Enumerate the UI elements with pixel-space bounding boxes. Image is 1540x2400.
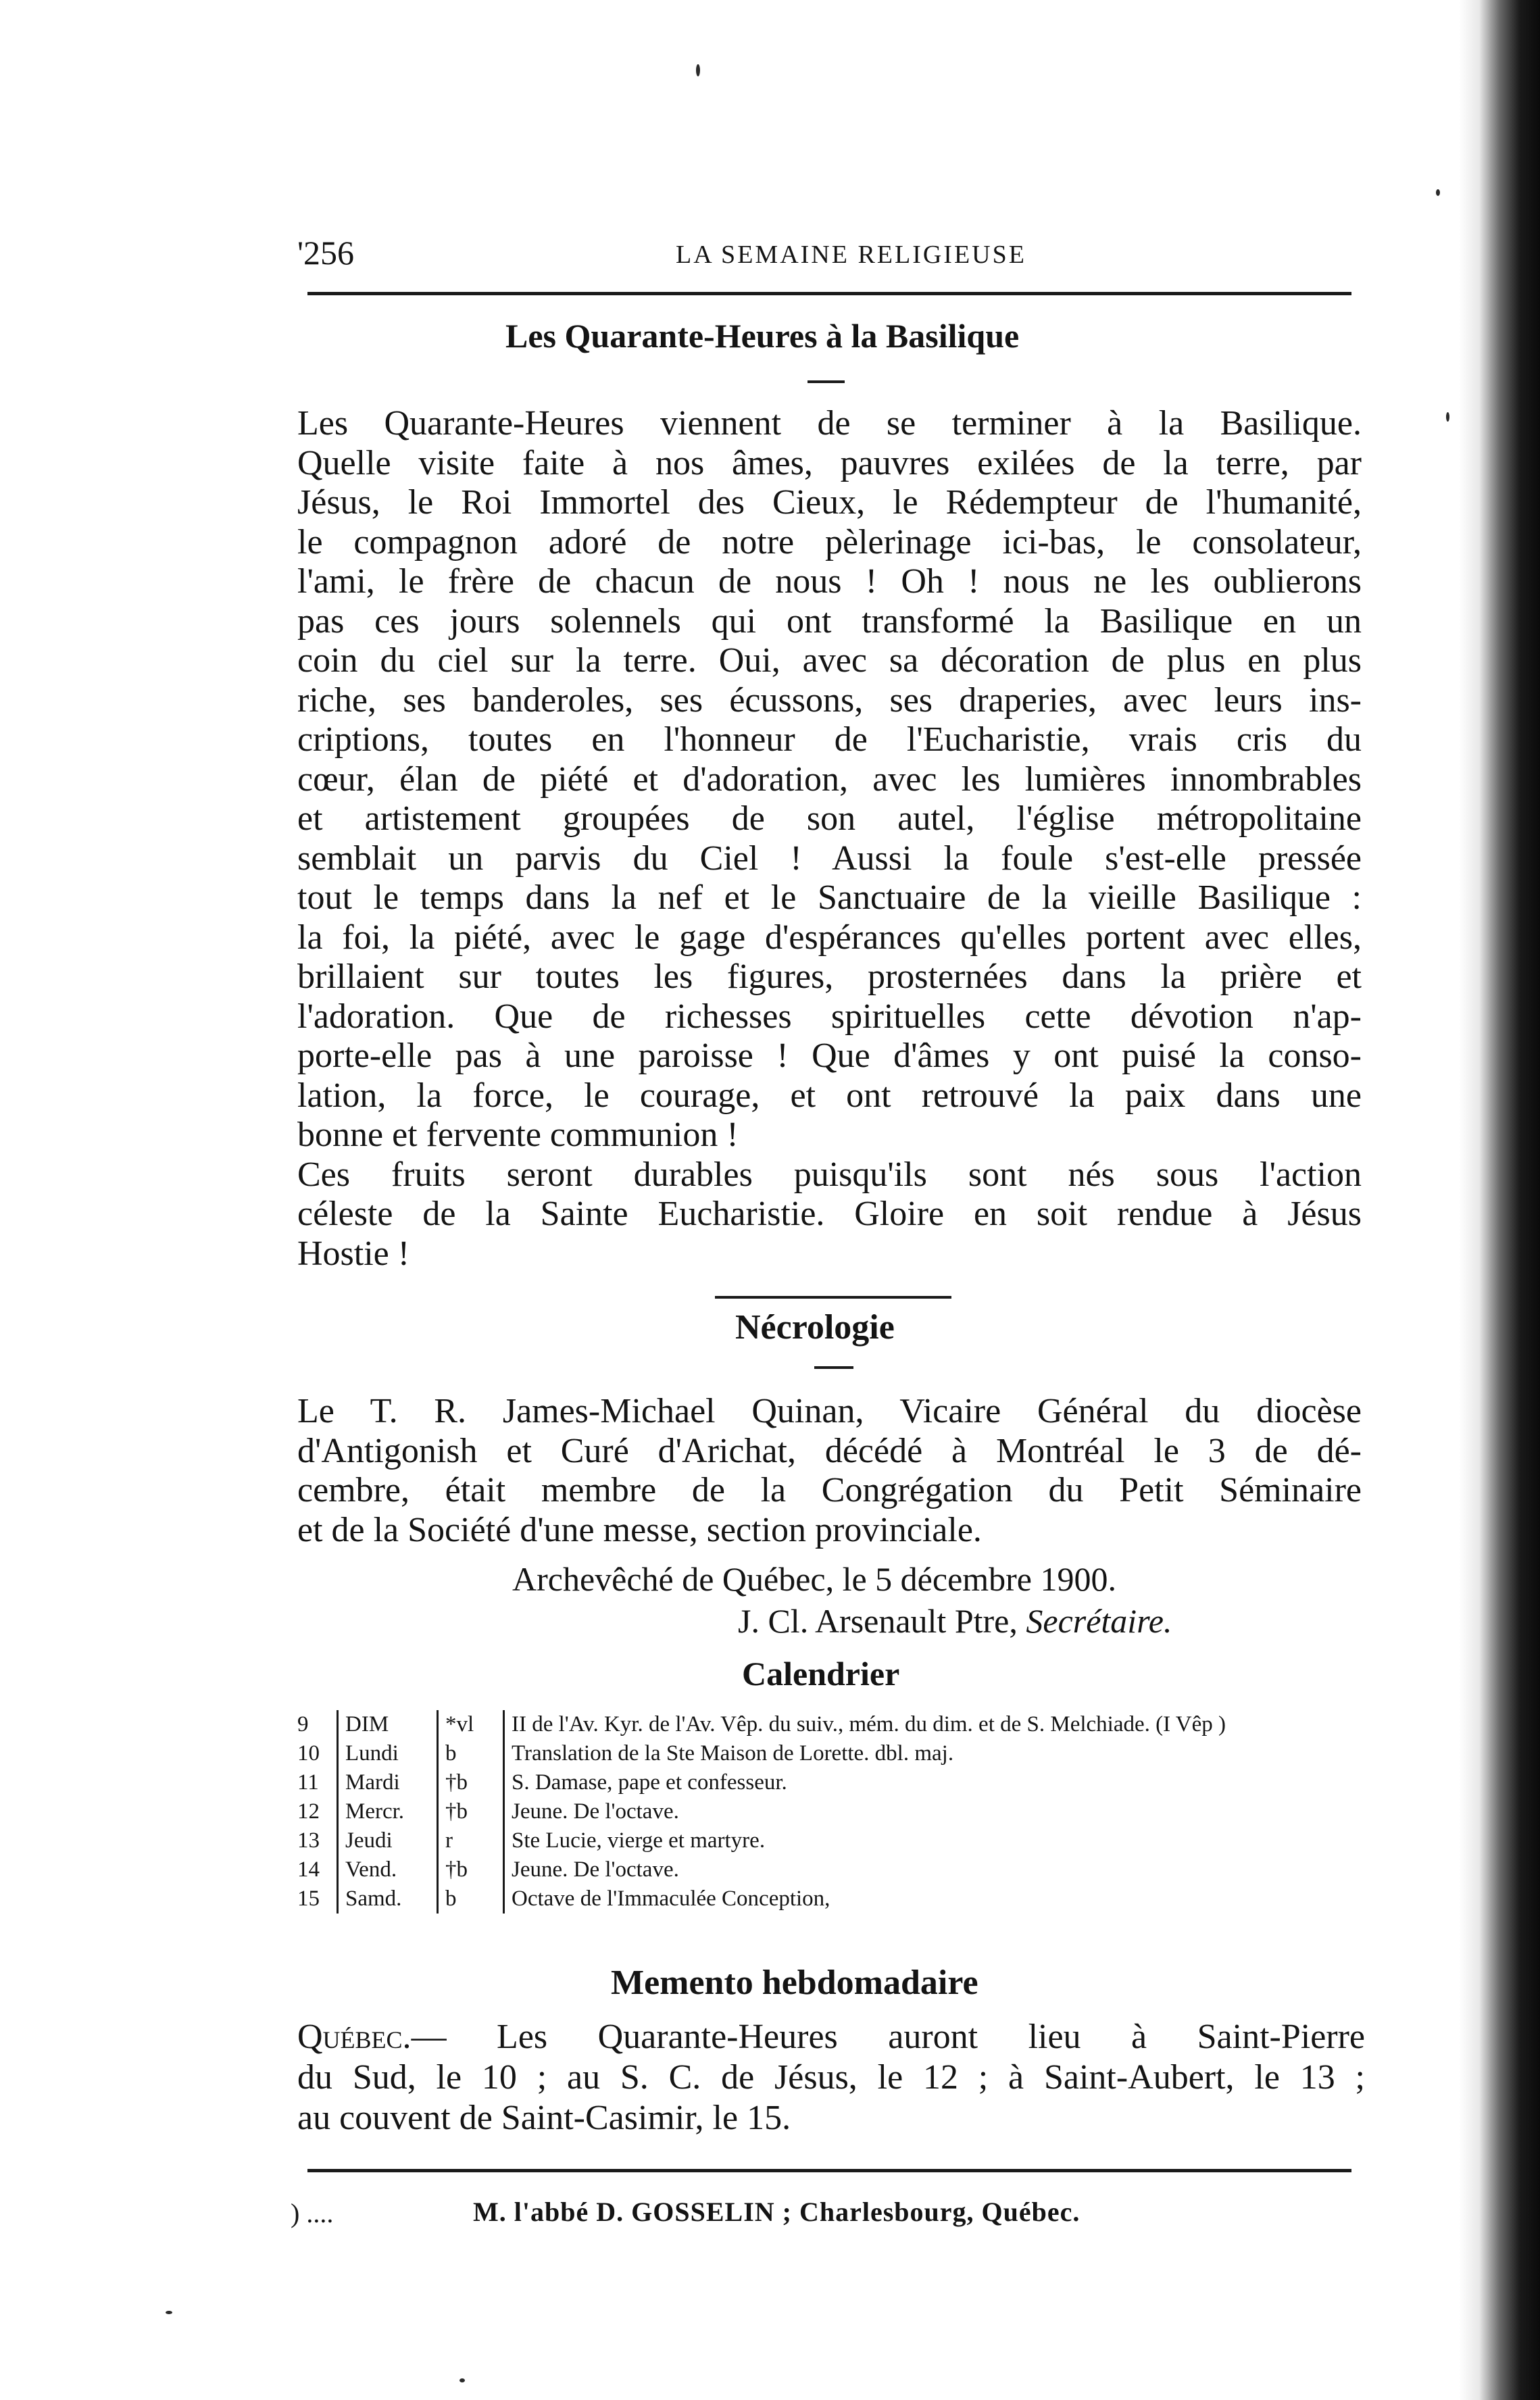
article-line: criptions, toutes en l'honneur de l'Eucharistie, vrais cris du: [297, 720, 1362, 759]
article-line: semblait un parvis du Ciel ! Aussi la foule s'est-elle pressée: [297, 839, 1362, 878]
article-line: bonne et fervente communion !: [297, 1116, 739, 1154]
calendar-desc: Translation de la Ste Maison de Lorette. dbl. maj.: [504, 1739, 1366, 1768]
calendar-code: †b: [438, 1855, 504, 1884]
article-line: l'adoration. Que de richesses spirituelles cette dévotion n'ap-: [297, 997, 1362, 1036]
article-line: Les Quarante-Heures viennent de se terminer à la Basilique.: [297, 404, 1362, 443]
calendar-code: *vl: [438, 1710, 504, 1739]
calendar-row: [297, 1768, 1365, 1797]
calendar-weekday: Samd.: [338, 1884, 438, 1914]
necrology-line: et de la Société d'une messe, section provinciale.: [297, 1510, 982, 1549]
article-body: [297, 404, 1362, 1274]
article-title: Les Quarante-Heures à la Basilique: [505, 317, 1020, 355]
title-dash: [814, 1366, 853, 1369]
article-line: lation, la force, le courage, et ont retrouvé la paix dans une: [297, 1076, 1362, 1115]
calendar-weekday: Mardi: [338, 1768, 438, 1797]
article-line: l'ami, le frère de chacun de nous ! Oh ! nous ne les oublierons: [297, 562, 1362, 601]
calendar-weekday: Lundi: [338, 1739, 438, 1768]
calendar-row: [297, 1855, 1365, 1884]
calendar-code: †b: [438, 1768, 504, 1797]
calendar-code: r: [438, 1826, 504, 1855]
calendar-weekday: DIM: [338, 1710, 438, 1739]
scan-speck: [696, 64, 700, 76]
memento-line: [297, 2017, 1365, 2057]
article-line: Quelle visite faite à nos âmes, pauvres exilées de la terre, par: [297, 443, 1362, 482]
article-line: le compagnon adoré de notre pèlerinage ici-bas, le consolateur,: [297, 522, 1362, 561]
memento-text: — Les Quarante-Heures auront lieu à Saint-Pierre: [411, 2018, 1365, 2056]
footer-dots: ) ....: [291, 2198, 334, 2228]
calendar-desc: S. Damase, pape et confesseur.: [504, 1768, 1366, 1797]
article-line: Ces fruits seront durables puisqu'ils sont nés sous l'action: [297, 1155, 1362, 1194]
page-header: [297, 233, 1351, 280]
calendar-day: 11: [297, 1770, 319, 1795]
footer-rule: [307, 2169, 1351, 2172]
calendar-title: Calendrier: [742, 1655, 900, 1693]
article-line: riche, ses banderoles, ses écussons, ses draperies, avec leurs ins-: [297, 680, 1362, 720]
article-line: et artistement groupées de son autel, l'église métropolitaine: [297, 799, 1362, 838]
place-date: Archevêché de Québec, le 5 décembre 1900.: [512, 1560, 1116, 1598]
calendar-code: b: [438, 1884, 504, 1914]
calendar-row: [297, 1826, 1365, 1855]
calendar-day: 10: [297, 1741, 320, 1766]
necrology-body: [297, 1392, 1362, 1550]
calendar-weekday: Vend.: [338, 1855, 438, 1884]
calendar-day: 13: [297, 1828, 320, 1853]
memento-title: Memento hebdomadaire: [611, 1964, 978, 2002]
calendar-table: [297, 1710, 1365, 1914]
article-line: Jésus, le Roi Immortel des Cieux, le Rédempteur de l'humanité,: [297, 483, 1362, 522]
memento-line: du Sud, le 10 ; au S. C. de Jésus, le 12 ; à Saint-Aubert, le 13 ;: [297, 2058, 1365, 2097]
signature: [738, 1601, 1172, 1641]
header-rule: [307, 292, 1351, 295]
article-line: pas ces jours solennels qui ont transformé la Basilique en un: [297, 601, 1362, 641]
signature-name: J. Cl. Arsenault Ptre,: [738, 1602, 1018, 1640]
article-line: cœur, élan de piété et d'adoration, avec les lumières innombrables: [297, 759, 1362, 799]
necrology-title: Nécrologie: [735, 1308, 895, 1347]
scan-speck: [166, 2311, 172, 2314]
article-line: céleste de la Sainte Eucharistie. Gloire en soit rendue à Jésus: [297, 1195, 1362, 1233]
calendar-weekday: Mercr.: [338, 1797, 438, 1826]
scan-speck: [1436, 189, 1440, 196]
calendar-desc: Jeune. De l'octave.: [504, 1797, 1366, 1826]
calendar-desc: Ste Lucie, vierge et martyre.: [504, 1826, 1366, 1855]
calendar-desc: Jeune. De l'octave.: [504, 1855, 1366, 1884]
necrology-line: d'Antigonish et Curé d'Arichat, décédé à Montréal le 3 de dé-: [297, 1431, 1362, 1470]
calendar-row: [297, 1797, 1365, 1826]
calendar-day: 9: [297, 1712, 309, 1736]
memento-body: [297, 2017, 1365, 2139]
memento-line: au couvent de Saint-Casimir, le 15.: [297, 2099, 791, 2137]
calendar-code: †b: [438, 1797, 504, 1826]
calendar-day: 12: [297, 1799, 320, 1824]
signature-title: Secrétaire.: [1026, 1602, 1172, 1640]
scan-speck: [459, 2378, 465, 2382]
article-line: porte-elle pas à une paroisse ! Que d'âmes y ont puisé la conso-: [297, 1036, 1362, 1075]
page-number: '256: [297, 234, 355, 272]
calendar-day: 14: [297, 1857, 320, 1882]
running-title: LA SEMAINE RELIGIEUSE: [676, 241, 1026, 269]
scan-page-edge: [1459, 0, 1540, 2400]
calendar-desc: Octave de l'Immaculée Conception,: [504, 1884, 1366, 1914]
calendar-row: [297, 1739, 1365, 1768]
calendar-row: [297, 1710, 1365, 1739]
article-line: la foi, la piété, avec le gage d'espérances qu'elles portent avec elles,: [297, 918, 1362, 957]
title-dash: [808, 380, 845, 383]
divider-rule: [715, 1296, 951, 1299]
footer-imprint: M. l'abbé D. GOSSELIN ; Charlesbourg, Québec.: [473, 2197, 1081, 2227]
calendar-code: b: [438, 1739, 504, 1768]
article-line: tout le temps dans la nef et le Sanctuaire de la vieille Basilique :: [297, 878, 1362, 917]
calendar-row: [297, 1884, 1365, 1914]
necrology-line: Le T. R. James-Michael Quinan, Vicaire Général du diocèse: [297, 1392, 1362, 1430]
article-line: coin du ciel sur la terre. Oui, avec sa décoration de plus en plus: [297, 641, 1362, 680]
calendar-desc: II de l'Av. Kyr. de l'Av. Vêp. du suiv., mém. du dim. et de S. Melchiade. (I Vêp ): [504, 1710, 1366, 1739]
scan-speck: [1446, 412, 1449, 422]
article-line: brillaient sur toutes les figures, prosternées dans la prière et: [297, 957, 1362, 996]
article-line: Hostie !: [297, 1234, 410, 1273]
calendar-weekday: Jeudi: [338, 1826, 438, 1855]
memento-place: Québec.: [297, 2018, 412, 2056]
necrology-line: cembre, était membre de la Congrégation du Petit Séminaire: [297, 1471, 1362, 1509]
calendar-day: 15: [297, 1886, 320, 1911]
